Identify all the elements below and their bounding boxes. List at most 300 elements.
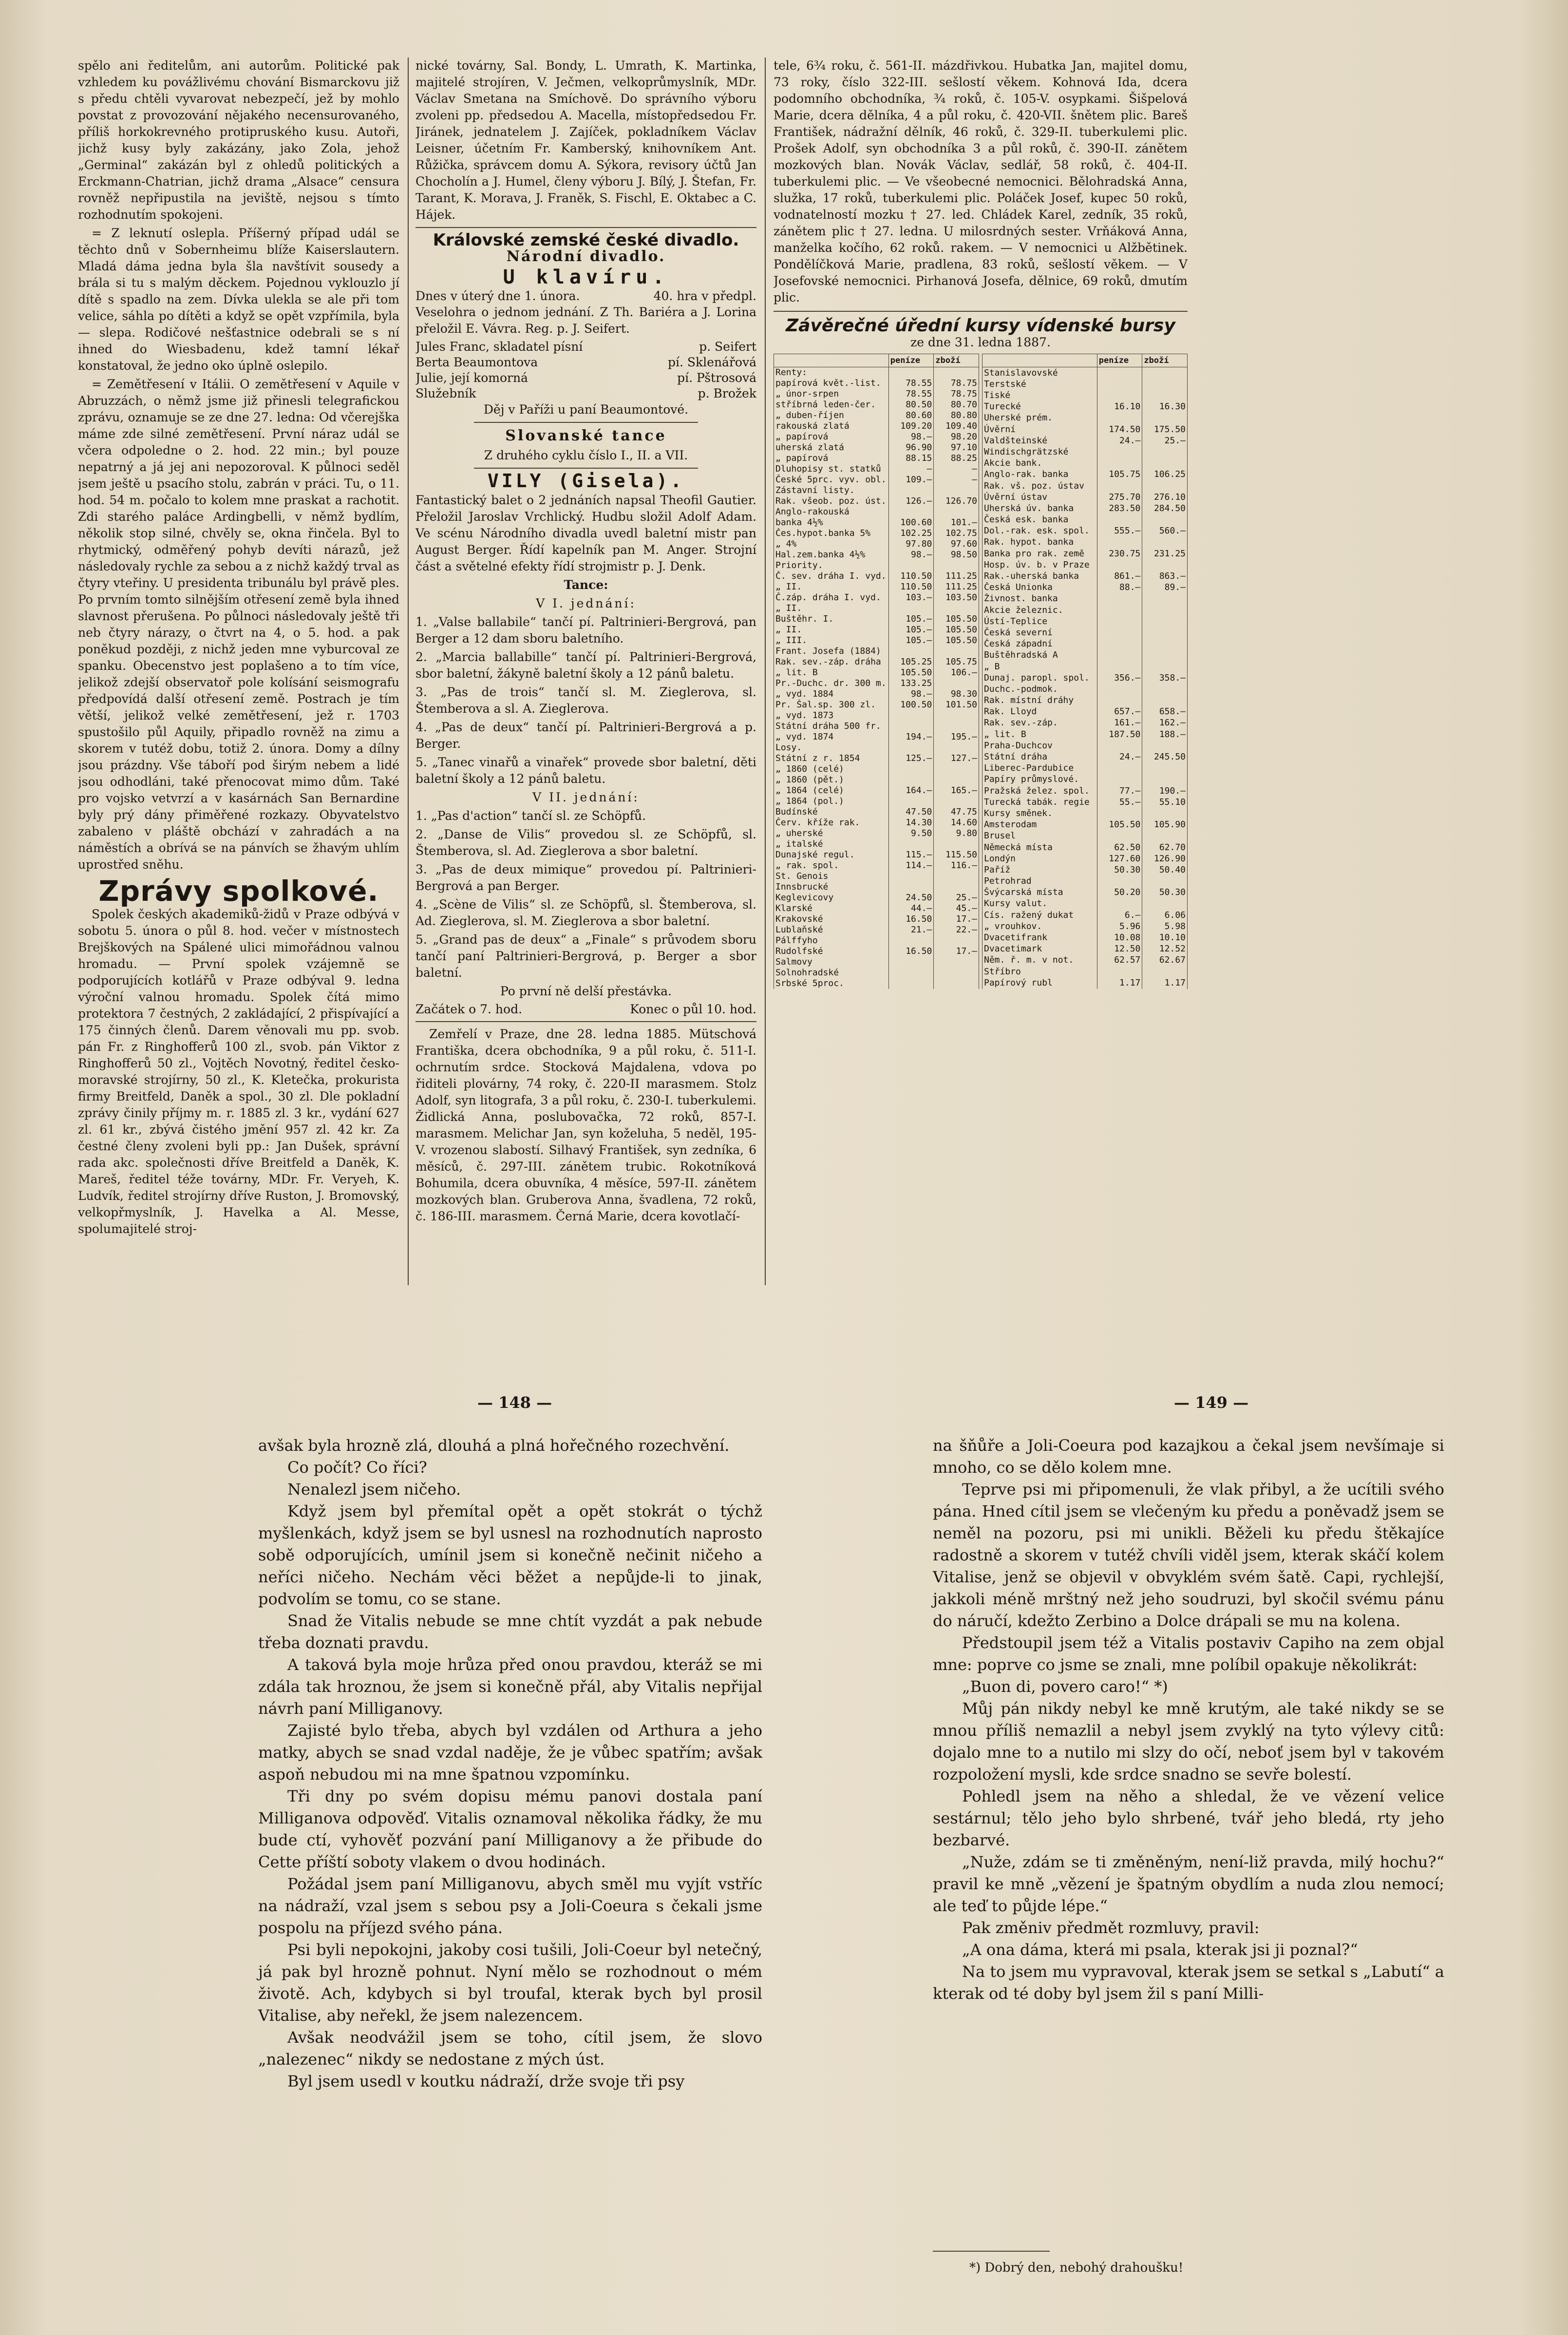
table-cell-value xyxy=(1097,898,1142,910)
table-row xyxy=(982,605,1188,616)
table-cell-value: 102.75 xyxy=(934,528,979,539)
table-cell-value: 80.80 xyxy=(934,410,979,421)
table-cell-label: Losy. xyxy=(774,742,889,753)
table-cell-value xyxy=(1142,367,1188,379)
table-cell-value: 5.96 xyxy=(1097,921,1142,932)
table-cell-value xyxy=(1142,966,1188,977)
table-cell-value: 105.50 xyxy=(934,614,979,625)
play-title-vily: VILY (Gisela). xyxy=(487,470,685,492)
table-row xyxy=(982,435,1188,446)
table-row xyxy=(774,657,979,667)
table-row xyxy=(982,424,1188,435)
table-cell-value: 98.— xyxy=(888,550,934,560)
book-paragraph: Když jsem byl přemítal opět a opět stokrát o týchž myšlenkách, když jsem se byl usnesl na rozhodnutích naprosto sobě odporujících, umínil jsem si konečně nečinit ničeho a neříci ničeho. Nechám věci běžet a nepůjde-li to jinak, podvolím se tomu, co se stane. xyxy=(258,1502,762,1608)
play-title-piano: U klavíru. xyxy=(503,266,669,288)
table-cell-value: 126.— xyxy=(888,496,934,507)
table-row xyxy=(982,819,1188,831)
divider xyxy=(416,1021,756,1022)
table-row xyxy=(774,957,979,968)
table-cell-value xyxy=(934,882,979,892)
table-cell-value xyxy=(934,646,979,657)
table-cell-value: 105.90 xyxy=(1142,819,1188,831)
start-time: Začátek o 7. hod. xyxy=(416,1002,523,1016)
table-cell-label: Rak. Lloyd xyxy=(982,706,1097,718)
table-cell-label: Tiské xyxy=(982,390,1097,401)
table-row xyxy=(982,977,1188,989)
table-row xyxy=(982,559,1188,570)
table-cell-value xyxy=(1097,740,1142,751)
table-cell-value xyxy=(1142,593,1188,605)
paragraph-politics: spělo ani ředitelům, ani autorům. Politické pak vzhledem ku povážlivému chování Bismarckovu již s předu chtěli vyvarovat nebezpečí, jež by mohlo povstat z provozování nějakého necensurovaného, příliš horkokrevného protipruského kusu. Autoři, jichž kusy byly zakázány, jako Zola, jehož „Germinal“ zakázán byl z ohledů politických a Erckmann-Chatrian, jichž drama „Alsace“ censura rovněž nepřipustila na jeviště, nejsou s tímto rozhodnutím spokojeni. xyxy=(78,58,399,222)
table-cell-label: Renty: xyxy=(774,367,889,379)
intermission: Po první ně delší přestávka. xyxy=(500,984,672,998)
table-cell-value: 25.— xyxy=(1142,435,1188,446)
table-cell-value xyxy=(1097,966,1142,977)
table-cell-value: 98.20 xyxy=(934,432,979,442)
table-cell-value xyxy=(888,882,934,892)
table-cell-value: 106.25 xyxy=(1142,469,1188,480)
table-cell-value: 50.20 xyxy=(1097,887,1142,898)
table-cell-label: Uherské prém. xyxy=(982,413,1097,424)
table-cell-label: Anglo-rak. banka xyxy=(982,469,1097,480)
table-cell-value: — xyxy=(934,475,979,485)
table-cell-value xyxy=(1097,831,1142,842)
table-cell-value: 16.10 xyxy=(1097,401,1142,413)
table-cell-value xyxy=(1142,831,1188,842)
table-cell-value xyxy=(934,485,979,496)
table-cell-label: Stříbro xyxy=(982,966,1097,977)
table-row xyxy=(982,729,1188,740)
table-cell-label: Valdšteinské xyxy=(982,435,1097,446)
table-row xyxy=(774,968,979,978)
table-row xyxy=(774,742,979,753)
table-cell-value: 16.50 xyxy=(888,914,934,925)
table-row xyxy=(982,627,1188,638)
table-cell-value xyxy=(1142,808,1188,819)
table-cell-value: 658.— xyxy=(1142,706,1188,718)
table-cell-value xyxy=(934,871,979,882)
table-cell-value: 62.67 xyxy=(1142,955,1188,966)
table-cell-value: 10.10 xyxy=(1142,932,1188,943)
table-row xyxy=(774,464,979,475)
book-paragraph: A taková byla moje hrůza před onou pravdou, kteráž se mi zdála tak hroznou, že jsem si konečně přál, aby Vitalis nepřijal návrh paní Milliganovy. xyxy=(258,1655,762,1718)
table-row xyxy=(774,860,979,871)
table-cell-label: „ lit. B xyxy=(774,667,889,678)
table-cell-value: 111.25 xyxy=(934,571,979,582)
table-cell-value xyxy=(1097,650,1142,661)
table-cell-value: 283.50 xyxy=(1097,503,1142,514)
table-header: peníze xyxy=(1097,354,1142,367)
table-cell-value: 12.52 xyxy=(1142,944,1188,955)
table-cell-value: 284.50 xyxy=(1142,503,1188,514)
table-row xyxy=(774,817,979,828)
cast-actor: pí. Sklenářová xyxy=(668,355,756,369)
table-row xyxy=(982,639,1188,650)
table-cell-label: Budínské xyxy=(774,807,889,817)
news-column-2 xyxy=(416,57,756,1324)
table-cell-value xyxy=(934,560,979,571)
table-cell-value: 16.50 xyxy=(888,946,934,957)
cast-role: Služebník xyxy=(416,386,476,400)
table-cell-value xyxy=(1142,763,1188,774)
table-cell-value: 98.— xyxy=(888,432,934,442)
table-cell-value: 133.25 xyxy=(888,678,934,689)
table-cell-label: „ papírová xyxy=(774,432,889,442)
table-cell-label: Švýcarská místa xyxy=(982,887,1097,898)
table-cell-value: 14.60 xyxy=(934,817,979,828)
table-cell-value xyxy=(1142,639,1188,650)
table-cell-value: 126.70 xyxy=(934,496,979,507)
table-cell-label: „ uherské xyxy=(774,828,889,839)
end-time: Konec o půl 10. hod. xyxy=(630,1002,756,1016)
table-cell-label: uherská zlatá xyxy=(774,442,889,453)
table-cell-value xyxy=(1142,514,1188,525)
table-cell-value xyxy=(1142,458,1188,469)
cast-row xyxy=(416,355,756,370)
table-cell-label: Dunaj. paropl. spol. xyxy=(982,672,1097,683)
table-row xyxy=(982,672,1188,683)
table-row xyxy=(982,526,1188,537)
table-row xyxy=(982,875,1188,887)
table-cell-value: 50.30 xyxy=(1142,887,1188,898)
table-row xyxy=(774,389,979,399)
table-row xyxy=(774,871,979,882)
table-row xyxy=(982,831,1188,842)
table-cell-value: 103.50 xyxy=(934,592,979,603)
table-cell-label: Papíry průmyslové. xyxy=(982,774,1097,785)
table-cell-label: Terstské xyxy=(982,379,1097,390)
table-row xyxy=(982,661,1188,672)
table-cell-value xyxy=(888,485,934,496)
table-row xyxy=(982,367,1188,379)
bourse-table-date: ze dne 31. ledna 1887. xyxy=(910,335,1051,349)
table-row xyxy=(982,887,1188,898)
table-cell-value: 187.50 xyxy=(1097,729,1142,740)
book-paragraph: Můj pán nikdy nebyl ke mně krutým, ale také nikdy se se mnou příliš nemazlil a nebyl jsem zvyklý na tyto výlevy citů: dojalo mne to a nutilo mi slzy do očí, neboť jsem byl v takovém rozpoložení mysli, kde srdce snadno se sevře bolestí. xyxy=(933,1699,1444,1784)
table-row xyxy=(774,410,979,421)
table-cell-value: 78.75 xyxy=(934,378,979,389)
table-cell-value: 89.— xyxy=(1142,582,1188,593)
table-cell-label: Klarské xyxy=(774,903,889,914)
cast-actor: pí. Pštrosová xyxy=(677,371,756,385)
dance-item: 1. „Pas d'action“ tančí sl. ze Schöpfů. xyxy=(416,809,646,823)
bourse-tables xyxy=(774,354,1188,989)
table-cell-value: 24.50 xyxy=(888,892,934,903)
page-number-right: — 149 — xyxy=(1174,1393,1249,1412)
table-cell-value: 6.06 xyxy=(1142,910,1188,921)
table-cell-value: 114.— xyxy=(888,860,934,871)
divider xyxy=(416,227,756,228)
table-row xyxy=(982,751,1188,762)
book-paragraph: Avšak neodvážil jsem se toho, cítil jsem, že slovo „nalezenec“ nikdy se nedostane z mých úst. xyxy=(258,2028,762,2069)
table-row xyxy=(774,892,979,903)
table-cell-value xyxy=(934,935,979,946)
table-row xyxy=(982,492,1188,503)
table-cell-label: „ B xyxy=(982,661,1097,672)
table-cell-value: 101.— xyxy=(934,517,979,528)
table-cell-value xyxy=(1097,616,1142,627)
table-row xyxy=(774,700,979,710)
table-cell-value xyxy=(1142,480,1188,492)
cast-row xyxy=(416,370,756,386)
book-paragraph: avšak byla hrozně zlá, dlouhá a plná hořečného rozechvění. xyxy=(258,1436,730,1455)
table-cell-value: 78.55 xyxy=(888,378,934,389)
table-cell-value xyxy=(1142,683,1188,695)
table-cell-value xyxy=(1142,695,1188,706)
table-cell-label: Č. sev. dráha I. vyd. xyxy=(774,571,889,582)
table-row xyxy=(774,485,979,496)
dances-title: Slovanské tance xyxy=(505,427,667,444)
table-cell-value xyxy=(934,603,979,614)
table-row xyxy=(982,808,1188,819)
table-row xyxy=(982,797,1188,808)
table-cell-value: 105.— xyxy=(888,625,934,635)
table-row xyxy=(774,453,979,464)
divider xyxy=(474,422,698,423)
table-cell-label: Ústí-Teplice xyxy=(982,616,1097,627)
table-cell-value: 109.— xyxy=(888,475,934,485)
cast-row xyxy=(416,339,756,355)
table-cell-value: 657.— xyxy=(1097,706,1142,718)
table-cell-value xyxy=(934,721,979,732)
table-cell-value: 126.90 xyxy=(1142,853,1188,864)
table-row xyxy=(774,796,979,807)
table-cell-value xyxy=(1097,661,1142,672)
table-row xyxy=(774,528,979,539)
table-cell-value: 97.10 xyxy=(934,442,979,453)
table-cell-value xyxy=(888,742,934,753)
table-cell-value: 105.50 xyxy=(888,667,934,678)
table-cell-value xyxy=(1097,379,1142,390)
table-cell-label: Banka pro rak. země xyxy=(982,548,1097,559)
table-cell-label: Hosp. úv. b. v Praze xyxy=(982,559,1097,570)
table-cell-value: 111.25 xyxy=(934,582,979,592)
table-row xyxy=(982,537,1188,548)
table-cell-label: Brusel xyxy=(982,831,1097,842)
table-cell-label: „ papírová xyxy=(774,453,889,464)
table-cell-label: „ II. xyxy=(774,603,889,614)
table-cell-label: Česká západní xyxy=(982,639,1097,650)
table-cell-value: 10.08 xyxy=(1097,932,1142,943)
table-cell-value: 358.— xyxy=(1142,672,1188,683)
dance-item: 1. „Valse ballabile“ tančí pí. Paltrinieri-Bergrová, pan Berger a 12 dam sboru baletního. xyxy=(416,615,756,645)
table-cell-value xyxy=(1097,446,1142,457)
table-cell-label: rakouská zlatá xyxy=(774,421,889,432)
table-cell-label: Buštěhr. I. xyxy=(774,614,889,625)
table-row xyxy=(774,517,979,528)
table-cell-label: Keglevicovy xyxy=(774,892,889,903)
table-cell-value: 245.50 xyxy=(1142,751,1188,762)
table-row xyxy=(982,785,1188,797)
book-page-left xyxy=(258,1435,762,2302)
table-cell-value: 17.— xyxy=(934,946,979,957)
book-paragraph: „Buon di, povero caro!“ *) xyxy=(962,1677,1168,1696)
table-cell-value: 105.— xyxy=(888,635,934,646)
table-cell-value: 110.50 xyxy=(888,571,934,582)
book-page-right xyxy=(933,1435,1444,2234)
dance-item: 5. „Tanec vinařů a vinařek“ provede sbor baletní, děti baletní školy a 12 pánů baletu. xyxy=(416,755,756,786)
table-cell-label: Německá místa xyxy=(982,842,1097,853)
start-end-line xyxy=(416,1002,756,1017)
table-cell-value: 6.— xyxy=(1097,910,1142,921)
table-cell-value: 62.70 xyxy=(1142,842,1188,853)
table-cell-value: 105.25 xyxy=(888,657,934,667)
table-header xyxy=(982,354,1097,367)
cast-role: Julie, její komorná xyxy=(416,371,528,385)
book-paragraph: Byl jsem usedl v koutku nádraží, drže svoje tři psy xyxy=(287,2072,685,2090)
table-row xyxy=(982,390,1188,401)
table-cell-value xyxy=(1142,875,1188,887)
table-row xyxy=(774,850,979,860)
book-paragraph: Na to jsem mu vypravoval, kterak jsem se setkal s „Labutí“ a kterak od té doby byl jsem žil s paní Milli- xyxy=(933,1962,1444,2003)
table-cell-value: 5.98 xyxy=(1142,921,1188,932)
table-cell-label: „ 1860 (celé) xyxy=(774,764,889,775)
table-cell-label: Praha-Duchcov xyxy=(982,740,1097,751)
table-row xyxy=(774,925,979,935)
table-cell-label: Rak. vš. poz. ústav xyxy=(982,480,1097,492)
table-cell-value: — xyxy=(934,464,979,475)
table-row xyxy=(774,550,979,560)
table-cell-value: 105.50 xyxy=(934,635,979,646)
table-cell-value: 9.50 xyxy=(888,828,934,839)
table-row xyxy=(774,678,979,689)
table-row xyxy=(774,399,979,410)
table-cell-value: 47.75 xyxy=(934,807,979,817)
table-cell-label: „ italské xyxy=(774,839,889,850)
table-cell-label: Červ. kříže rak. xyxy=(774,817,889,828)
table-row xyxy=(774,721,979,732)
table-row xyxy=(982,910,1188,921)
table-cell-value: 116.— xyxy=(934,860,979,871)
table-cell-value xyxy=(1097,390,1142,401)
table-cell-value: 109.20 xyxy=(888,421,934,432)
table-cell-value: 230.75 xyxy=(1097,548,1142,559)
table-cell-value: 560.— xyxy=(1142,526,1188,537)
book-paragraph: Předstoupil jsem též a Vitalis postaviv Capiho na zem objal mne: poprve co jsme se znali, mne políbil opakuje několikrát: xyxy=(933,1633,1444,1674)
table-cell-label: „ 1864 (celé) xyxy=(774,785,889,796)
news-column-3 xyxy=(774,57,1188,1324)
table-cell-label: Pražská želez. spol. xyxy=(982,785,1097,797)
act1-heading: V I. jednání: xyxy=(536,596,636,610)
table-cell-label: Živnost. banka xyxy=(982,593,1097,605)
table-cell-label: Duchc.-podmok. xyxy=(982,683,1097,695)
table-cell-value xyxy=(1097,458,1142,469)
table-row xyxy=(774,667,979,678)
table-cell-value xyxy=(888,710,934,721)
table-cell-value: 555.— xyxy=(1097,526,1142,537)
table-row xyxy=(774,635,979,646)
table-cell-label: „ vyd. 1874 xyxy=(774,732,889,742)
table-cell-value: 88.25 xyxy=(934,453,979,464)
table-cell-label: stříbrná leden-čer. xyxy=(774,399,889,410)
table-cell-label: České 5prc. vyv. obl. xyxy=(774,475,889,485)
table-row xyxy=(774,475,979,485)
table-row xyxy=(774,764,979,775)
paragraph-clubs: Spolek českých akademiků-židů v Praze odbývá v sobotu 5. února o půl 8. hod. večer v místnostech Brejškových na Spálené ulici mimořádnou valnou hromadu. — První spolek vzájemně se podporujících kotlářů v Praze odbýval 9. ledna výroční valnou hromadu. Spolek čítá mimo protektora 7 čestných, 2 zakládající, 2 přispívající a 175 činných členů. Darem věnovali mu pp. svob. pán Fr. z Ringhofferů 100 zl., svob. pán Viktor z Ringhofferů 50 zl., Vojtěch Novotný, ředitel česko-moravské strojírny, 50 zl., K. Kletečka, prokurista firmy Breitfeld, Daněk a spol., 30 zl. Dle pokladní zprávy činily příjmy m. r. 1885 zl. 3 kr., vydání 627 zl. 61 kr., zbývá čistého jmění 957 zl. 42 kr. Za čestné členy zvoleni byli pp.: Jan Dušek, správní rada akc. společnosti dříve Breitfeld a Daněk, K. Mareš, ředitel téže továrny, MDr. Fr. Veryeh, K. Ludvík, ředitel strojírny dříve Ruston, J. Bromovský, velkopřmyslník, J. Havelka a Al. Messe, spolumajitelé stroj- xyxy=(78,907,399,1236)
table-cell-value: 80.50 xyxy=(888,399,934,410)
table-cell-label: Salmovy xyxy=(774,957,889,968)
table-row xyxy=(982,944,1188,955)
table-cell-label: Buštěhradská A xyxy=(982,650,1097,661)
table-cell-value: 110.50 xyxy=(888,582,934,592)
table-cell-value xyxy=(934,968,979,978)
dance-item: 5. „Grand pas de deux“ a „Finale“ s průvodem sboru tančí paní Paltrinieri-Bergrová, p. Berger a sbor baletní. xyxy=(416,932,756,980)
table-cell-label: Lublaňské xyxy=(774,925,889,935)
table-cell-label: „ vyd. 1873 xyxy=(774,710,889,721)
table-cell-value: 88.15 xyxy=(888,453,934,464)
paragraph-earthquake: = Zemětřesení v Itálii. O zemětřesení v Aquile v Abruzzách, o němž jsme již přinesli telegrafickou zprávu, oznamuje se ze dne 27. ledna: Od včerejška máme zde silné zemětřesení. První náraz udál se včera odpoledne o 2. hod. 22 min.; byl pouze nepatrný a já jej ani nepozoroval. K půlnoci seděl jsem ještě u psacího stolu, zabrán v práci. Tu, o 11. hod. 54 m. počalo to kolem mne praskat a rachotit. Zdi starého paláce Ardingbelli, v němž bydlím, několik stop silné, chvěly se, okna řinčela. Byl to rhytmický, odměřený pohyb devíti nárazů, jež následovaly rychle za sebou a z nichž každý trval as čtyry vteřiny. U presidenta tribunálu byl právě ples. Po prvním tomto silnějším otřesení země byla ihned slavnost přerušena. Po půlnoci následovaly ještě tři neb čtyry nárazy, o čtvrt na 4, o 5. hod. a pak poněkud později, z nichž jeden mne vyburcoval ze spanku. Obecenstvo jest poplašeno a to tím více, jelikož zdejší observatoř pole kolísání seismografu předpovídá další otřesení země. Postrach je tím větší, jelikož velké zemětřesení, jež r. 1703 spustošilo půl Aquily, připadlo rovněž na zimu a skorem v tutéž dobu, totiž 2. února. Domy a dílny jsou prázdny. Vše táboří pod širým nebem a lidé jsou odhodláni, také přenocovat mimo dům. Také pro vojsko vetvrzí a v kasárnách San Bernardine byly prý dány přiměřené rozkazy. Obyvatelstvo zabaleno v pláště obchází v zahradách a na náměstích a obrívá se na pánvích se žhavým uhlím uprostřed sněhu. xyxy=(78,377,399,872)
table-cell-label: Úvěrní ústav xyxy=(982,492,1097,503)
table-cell-label: Petrohrad xyxy=(982,875,1097,887)
table-cell-value xyxy=(888,646,934,657)
table-cell-label: Státní dráha xyxy=(982,751,1097,762)
cast-row xyxy=(416,386,756,401)
book-paragraph: Co počít? Co říci? xyxy=(287,1458,427,1477)
table-row xyxy=(982,469,1188,480)
table-cell-label: Solnohradské xyxy=(774,968,889,978)
table-cell-value xyxy=(1142,537,1188,548)
table-cell-label: Č.záp. dráha I. vyd. xyxy=(774,592,889,603)
table-cell-value xyxy=(888,764,934,775)
table-cell-value: 356.— xyxy=(1097,672,1142,683)
table-row xyxy=(774,839,979,850)
table-cell-label: Rak. všeob. poz. úst. xyxy=(774,496,889,507)
table-cell-value: 14.30 xyxy=(888,817,934,828)
cast-role: Berta Beaumontova xyxy=(416,355,538,369)
table-cell-value: 55.— xyxy=(1097,797,1142,808)
table-cell-value xyxy=(1142,413,1188,424)
table-cell-value xyxy=(934,978,979,989)
table-cell-value xyxy=(934,796,979,807)
table-row xyxy=(982,446,1188,457)
table-row xyxy=(774,539,979,550)
table-cell-label: „ rak. spol. xyxy=(774,860,889,871)
table-header xyxy=(774,354,889,367)
table-cell-value xyxy=(1142,390,1188,401)
table-row xyxy=(774,807,979,817)
dance-item: 3. „Pas de deux mimique“ provedou pí. Paltrinieri-Bergrová a pan Berger. xyxy=(416,862,756,893)
table-cell-label: „ II. xyxy=(774,582,889,592)
table-row xyxy=(982,570,1188,582)
table-row xyxy=(774,603,979,614)
table-cell-value: 50.30 xyxy=(1097,864,1142,875)
table-cell-label: Rak. místní dráhy xyxy=(982,695,1097,706)
table-cell-label: Státní dráha 500 fr. xyxy=(774,721,889,732)
dance-item: 2. „Danse de Vilis“ provedou sl. ze Schöpfů, sl. Štemberova, sl. Ad. Zieglerova a sbor baletní. xyxy=(416,827,756,858)
table-cell-value xyxy=(888,560,934,571)
table-cell-value: 165.— xyxy=(934,785,979,796)
bourse-table-right xyxy=(982,354,1188,989)
book-paragraph: „Nuže, zdám se ti změněným, není-liž pravda, milý hochu?“ pravil ke mně „vězení je špatným obydlím a nuda zlou nemocí; ale teď to půjde lépe.“ xyxy=(933,1853,1444,1915)
table-cell-value: 47.50 xyxy=(888,807,934,817)
table-cell-label: Priority. xyxy=(774,560,889,571)
table-cell-label: „ duben-říjen xyxy=(774,410,889,421)
table-cell-value xyxy=(1097,639,1142,650)
table-cell-label: Turecké xyxy=(982,401,1097,413)
table-cell-label: Zástavní listy. xyxy=(774,485,889,496)
table-row xyxy=(982,921,1188,932)
book-paragraph: Zajisté bylo třeba, abych byl vzdálen od Arthura a jeho matky, abych se snad vzdal naděje, že je vůbec spatřím; avšak aspoň nebudou mi na mne špatnou vzpomínku. xyxy=(258,1721,762,1784)
table-cell-label: Česká esk. banka xyxy=(982,514,1097,525)
table-row xyxy=(774,978,979,989)
table-cell-label: Windischgrätzské xyxy=(982,446,1097,457)
table-cell-label: Srbské 5proc. xyxy=(774,978,889,989)
table-header: zboží xyxy=(934,354,979,367)
divider xyxy=(474,468,698,469)
table-cell-label: „ 4% xyxy=(774,539,889,550)
table-row xyxy=(774,710,979,721)
table-cell-label: Česká Unionka xyxy=(982,582,1097,593)
